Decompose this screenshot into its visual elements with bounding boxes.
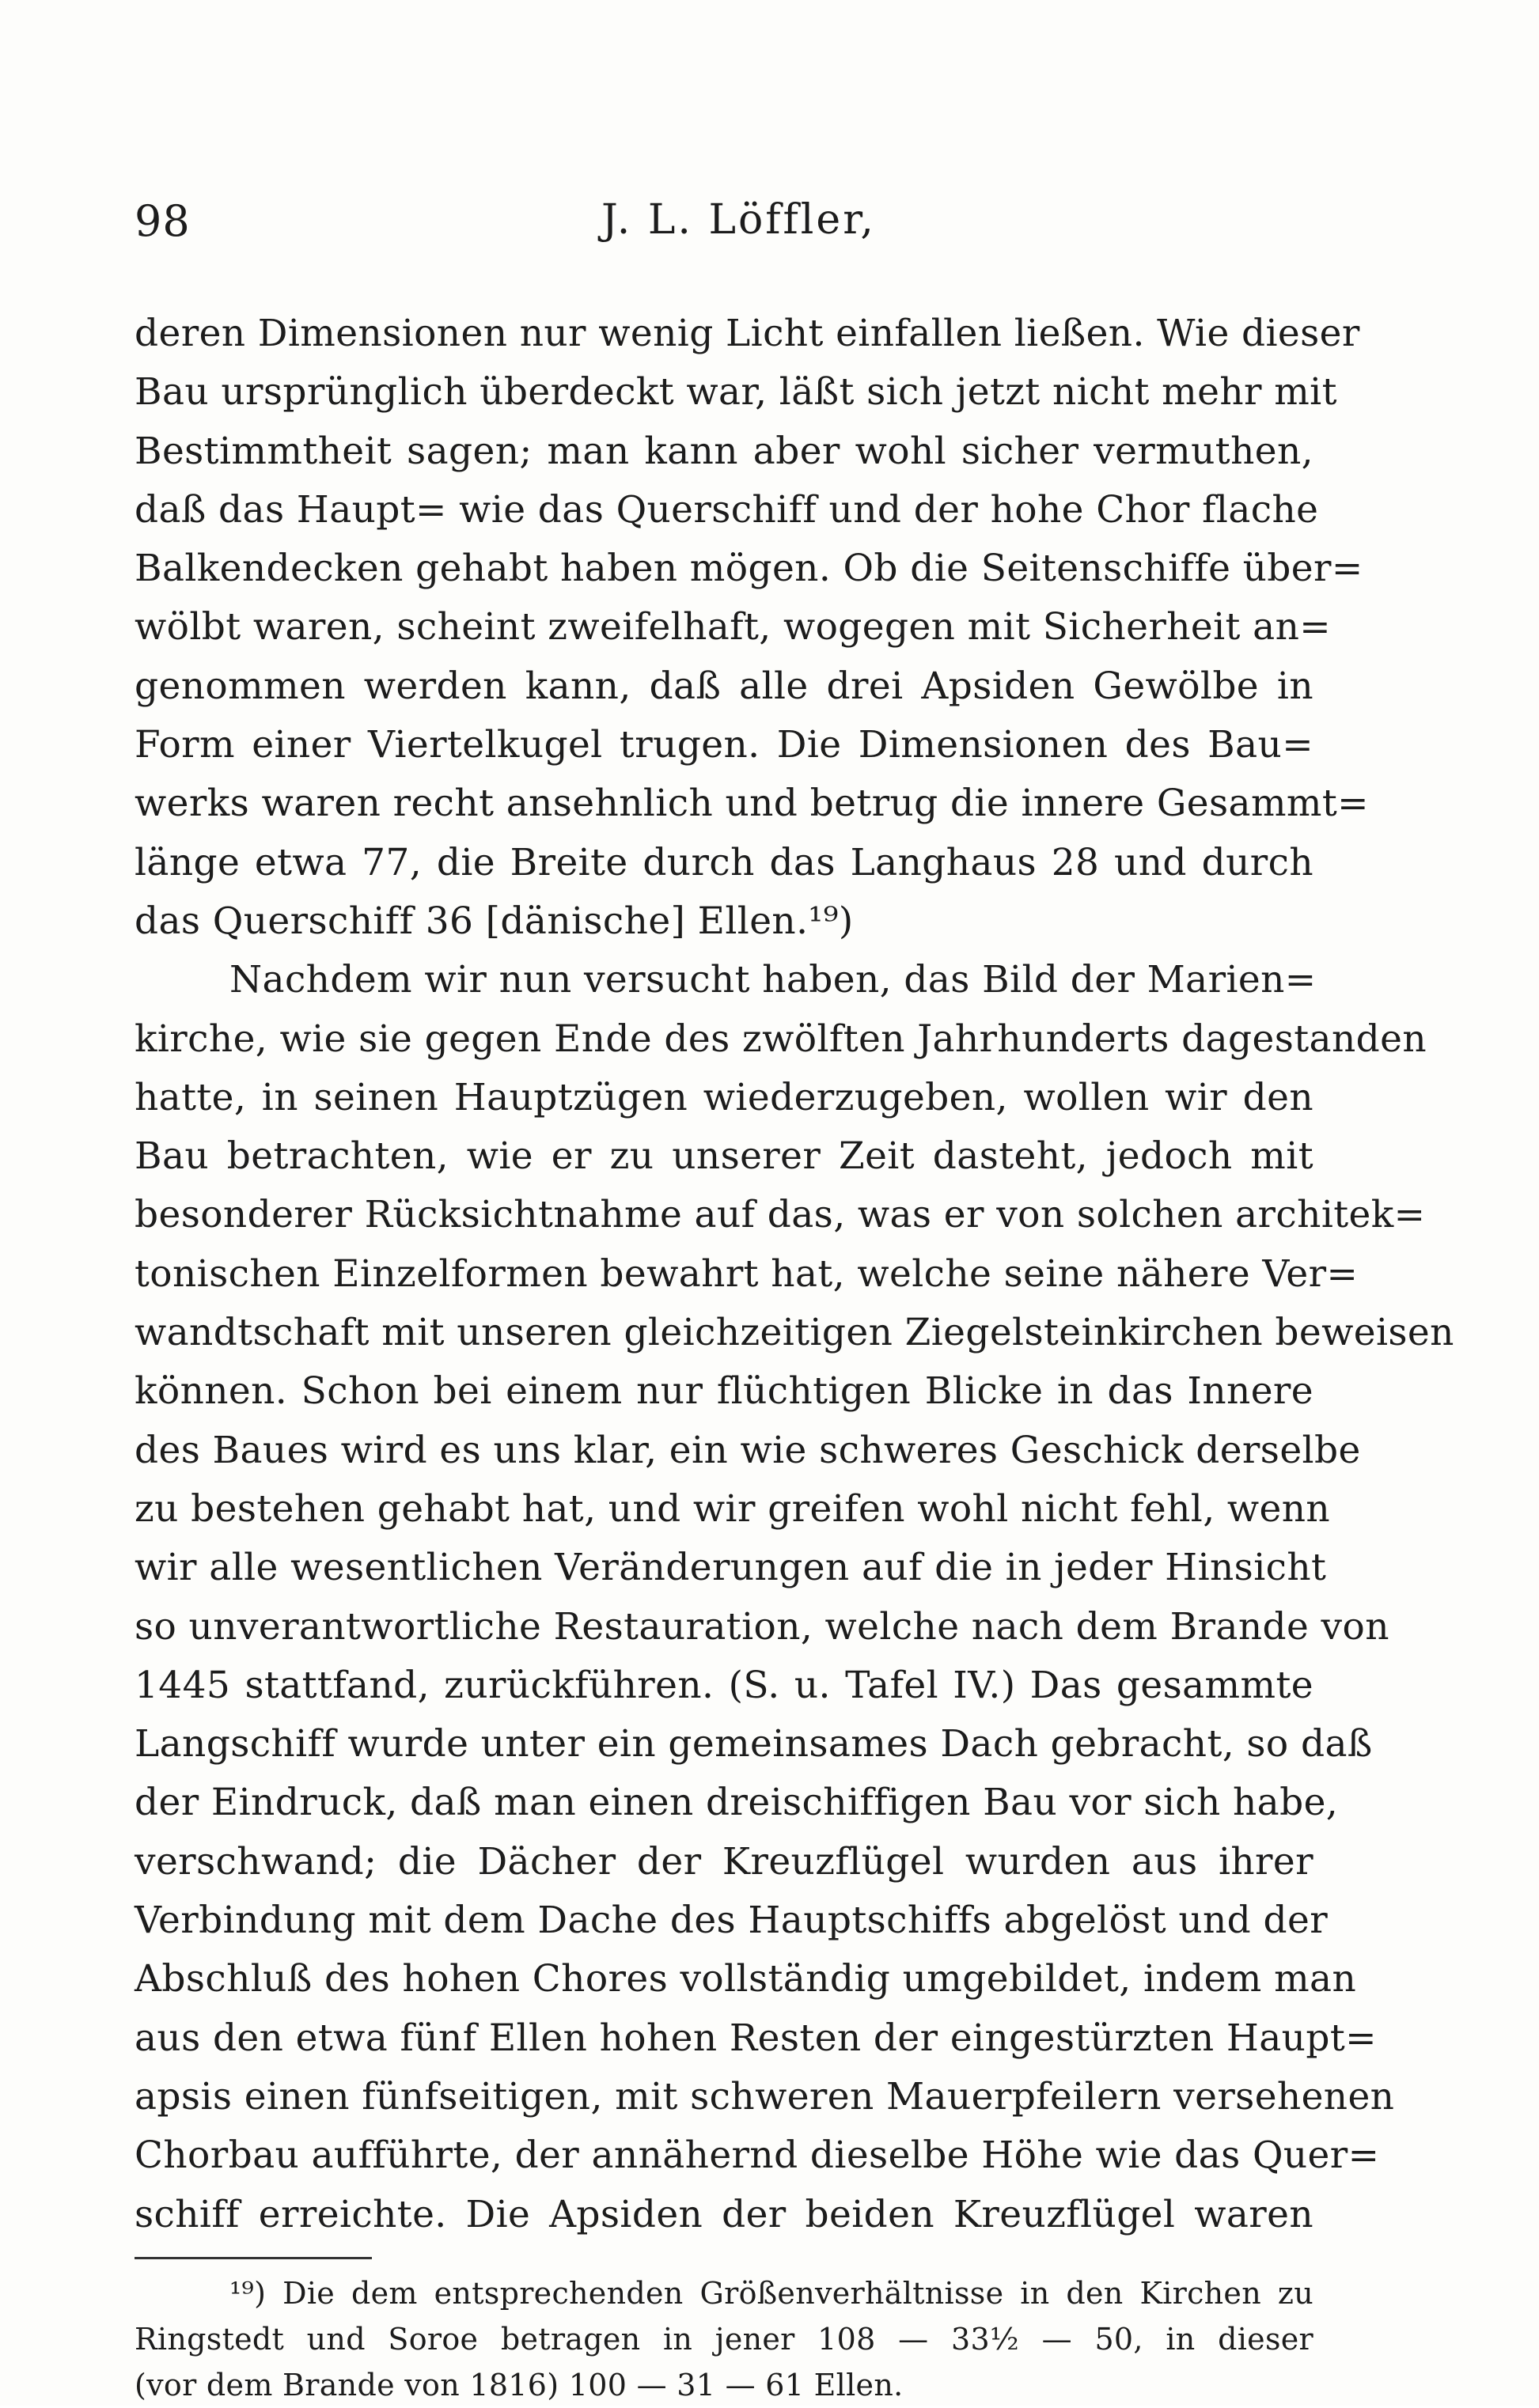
text-line: Abschluß des hohen Chores vollständig umgebildet, indem man — [135, 1957, 1357, 2001]
text-line: wir alle wesentlichen Veränderungen auf die in jeder Hinsicht — [135, 1546, 1327, 1590]
text-line: Chorbau aufführte, der annähernd dieselbe Höhe wie das Quer= — [135, 2134, 1380, 2178]
running-title: J. L. Löffler, — [601, 196, 876, 244]
text-line: wölbt waren, scheint zweifelhaft, wogegen mit Sicherheit an= — [135, 605, 1332, 649]
text-line: werks waren recht ansehnlich und betrug die innere Gesammt= — [135, 782, 1369, 826]
text-line: verschwand; die Dächer der Kreuzflügel wurden aus ihrer — [135, 1839, 1313, 1884]
text-line: so unverantwortliche Restauration, welche nach dem Brande von — [135, 1604, 1389, 1649]
text-line: Verbindung mit dem Dache des Hauptschiffs abgelöst und der — [135, 1899, 1329, 1943]
text-line: Form einer Viertelkugel trugen. Die Dimensionen des Bau= — [135, 723, 1313, 767]
page-number: 98 — [135, 196, 191, 246]
text-line: schiff erreichte. Die Apsiden der beiden Kreuzflügel waren — [135, 2192, 1313, 2236]
footnote-line: (vor dem Brande von 1816) 100 — 31 — 61 Ellen. — [135, 2368, 904, 2402]
text-line: besonderer Rücksichtnahme auf das, was er von solchen architek= — [135, 1193, 1426, 1237]
footnote-divider — [135, 2257, 372, 2259]
text-line: Langschiff wurde unter ein gemeinsames Dach gebracht, so daß — [135, 1722, 1373, 1766]
footnote-line: Ringstedt und Soroe betragen in jener 108 — 33½ — 50, in dieser — [135, 2322, 1313, 2357]
text-line: 1445 stattfand, zurückführen. (S. u. Tafel IV.) Das gesammte — [135, 1663, 1313, 1707]
running-head — [135, 196, 1321, 259]
text-line: können. Schon bei einem nur flüchtigen Blicke in das Innere — [135, 1369, 1313, 1414]
text-line: Bestimmtheit sagen; man kann aber wohl sicher vermuthen, — [135, 429, 1313, 473]
paragraph-start-line: Nachdem wir nun versucht haben, das Bild der Marien= — [229, 958, 1317, 1002]
text-line: Balkendecken gehabt haben mögen. Ob die Seitenschiffe über= — [135, 547, 1363, 591]
text-line: zu bestehen gehabt hat, und wir greifen wohl nicht fehl, wenn — [135, 1486, 1331, 1531]
footnote-line: ¹⁹) Die dem entsprechenden Größenverhältnisse in den Kirchen zu — [229, 2276, 1313, 2311]
text-line: aus den etwa fünf Ellen hohen Resten der eingestürzten Haupt= — [135, 2016, 1377, 2060]
paragraph-end-line: das Querschiff 36 [dänische] Ellen.¹⁹) — [135, 899, 854, 943]
text-line: tonischen Einzelformen bewahrt hat, welche seine nähere Ver= — [135, 1251, 1359, 1296]
footnotes — [135, 2270, 1313, 2408]
text-line: Bau betrachten, wie er zu unserer Zeit dasteht, jedoch mit — [135, 1134, 1313, 1179]
text-line: hatte, in seinen Hauptzügen wiederzugeben, wollen wir den — [135, 1075, 1313, 1119]
text-line: kirche, wie sie gegen Ende des zwölften Jahrhunderts dagestanden — [135, 1017, 1427, 1061]
body-text — [135, 305, 1454, 2244]
text-line: apsis einen fünfseitigen, mit schweren Mauerpfeilern versehenen — [135, 2074, 1395, 2118]
text-line: deren Dimensionen nur wenig Licht einfallen ließen. Wie dieser — [135, 312, 1360, 355]
text-line: länge etwa 77, die Breite durch das Langhaus 28 und durch — [135, 840, 1313, 884]
text-line: wandtschaft mit unseren gleichzeitigen Ziegelsteinkirchen beweisen — [135, 1311, 1454, 1355]
text-line: daß das Haupt= wie das Querschiff und der hohe Chor flache — [135, 487, 1319, 532]
text-line: der Eindruck, daß man einen dreischiffigen Bau vor sich habe, — [135, 1781, 1339, 1825]
text-line: des Baues wird es uns klar, ein wie schweres Geschick derselbe — [135, 1428, 1361, 1472]
text-line: genommen werden kann, daß alle drei Apsiden Gewölbe in — [135, 664, 1313, 708]
text-line: Bau ursprünglich überdeckt war, läßt sich jetzt nicht mehr mit — [135, 370, 1337, 415]
